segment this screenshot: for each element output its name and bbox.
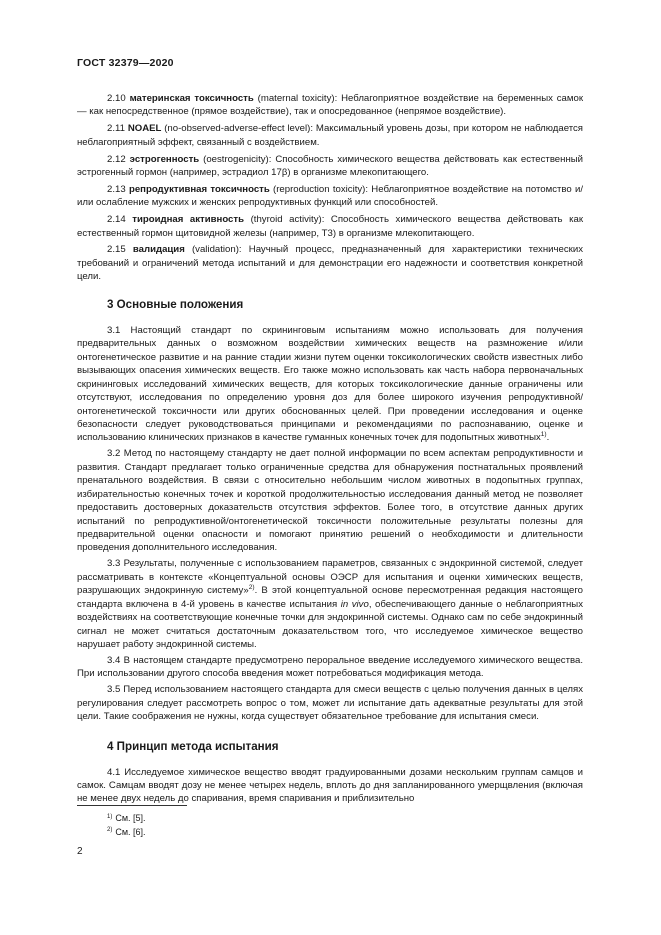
footnotes — [107, 812, 146, 839]
footnote-ref: 1) — [540, 431, 547, 439]
paragraph-3-2: 3.2 Метод по настоящему стандарту не дает полной информации по всем аспектам репродуктивности и развития. Стандарт предлагает только ограниченные средства для обнаружения постнатальных проявлений пренатального воздействия. В связи с относительно небольшим числом животных в подопытных группах, избирательностью конечных точек и короткой продолжительностью исследования данный метод не позволяет предоставить достоверных доказательств отсутствия эффектов. Более того, в отсутствие данных других испытаний по репродуктивной/онтогенетической токсичности положительные результаты полезны для предварительной оценки опасности и помогают принятию решений о необходимости и длительности проведения дополнительного исследования. — [77, 448, 583, 554]
paragraph-3-4: 3.4 В настоящем стандарте предусмотрено пероральное введение исследуемого химического вещества. При использовании другого способа введения может потребоваться модификация метода. — [77, 654, 583, 680]
definition-term: NOAEL — [127, 123, 162, 135]
paragraph-4-1: 4.1 Исследуемое химическое вещество вводят градуированными дозами нескольким группам самцов и самок. Самцам вводят дозу не менее четырех недель, вплоть до дня запланированного умерщвления (включая не менее двух недель до спаривания, время спаривания и приблизительно — [77, 766, 583, 805]
footnote-2: $^{2)}$ См. [6]. — [107, 826, 146, 837]
document-body — [77, 92, 583, 808]
section-3-heading: 3 Основные положения — [107, 297, 244, 311]
definition-2-11: 2.11 NOAEL (no-observed-adverse-effect level): Максимальный уровень дозы, при котором не наблюдается неблагоприятный эффект, связанный с воздействием. — [77, 123, 583, 148]
footnote-1: $^{1)}$ См. [5]. — [107, 813, 146, 823]
paragraph-3-3: 3.3 Результаты, полученные с использованием параметров, связанных с эндокринной системой, следует рассматривать в контексте «Концептуальной основы ОЭСР для испытания и оценки химических веществ, разрушающих эндокринную систему»$^{2)}$. В этой концептуальной основе пересмотренная редакция настоящего стандарта включена в 4-й уровень в качестве испытания in vivo, обеспечивающего данные о неблагоприятных воздействиях на соответствующие конечные точки для эндокринной системы. Однако сам по себе эндокринный сигнал не может считаться достаточным доказательством того, что исследуемое химическое вещество нарушает работу эндокринной системы. — [77, 558, 583, 651]
definition-term: тироидная активность — [132, 214, 244, 226]
footnote-divider — [77, 805, 187, 806]
section-4-heading: 4 Принцип метода испытания — [107, 739, 279, 753]
definition-term: эстрогенность — [129, 153, 200, 165]
definition-2-10: 2.10 материнская токсичность (maternal toxicity): Неблагоприятное воздействие на беременных самок — как непосредственное (прямое воздействие), так и опосредованное (непрямое воздействие). — [77, 93, 584, 118]
paragraph-3-1: 3.1 Настоящий стандарт по скрининговым испытаниям можно использовать для получения предварительных данных о возможном воздействии химических веществ на размножение и/или онтогенетическое развитие и на ранние стадии жизни путем оценки токсикологических свойств известных либо вызывающих опасения химических веществ. Его также можно использовать как часть набора первоначальных скрининговых исследований химических веществ, для которых токсикологические данные ограничены или отсутствуют, исследования по определению уровня доз для более широкого изучения репродуктивной/онтогенетической токсичности или других обоснованных целей. При проведении исследования и оценке безопасности следует руководствоваться принципами и рекомендациями по распознаванию, оценке и использованию клинических признаков в качестве гуманных конечных точек для подопытных животных$^{1)}$. — [77, 324, 583, 444]
definition-term: материнская токсичность — [129, 93, 254, 104]
definition-term: репродуктивная токсичность — [128, 183, 270, 195]
definition-2-13: 2.13 репродуктивная токсичность (reproduction toxicity): Неблагоприятное воздействие на потомство и/или ослабление мужских и женских репродуктивных функций или способностей. — [77, 183, 584, 209]
definition-2-15: 2.15 валидация (validation): Научный процесс, предназначенный для характеристики технических требований и ограничений метода испытаний и для демонстрации его надежности и соответствия конкретной цели. — [77, 244, 583, 283]
page-number: 2 — [77, 846, 83, 857]
paragraph-3-5: 3.5 Перед использованием настоящего стандарта для смеси веществ с целью получения данных в целях регулирования следует рассмотреть вопрос о том, может ли испытание дать адекватные результаты для этой цели. Такие соображения не нужны, когда существует обязательное требование для испытания смеси. — [77, 684, 583, 723]
definition-2-14: 2.14 тироидная активность (thyroid activity): Способность химического вещества действовать как естественный гормон щитовидной железы (например, Т3) в организме млекопитающего. — [77, 214, 584, 239]
document-header: ГОСТ 32379—2020 — [77, 57, 174, 69]
footnote-ref: 2) — [248, 584, 255, 592]
definition-term: валидация — [132, 244, 185, 256]
definition-2-12: 2.12 эстрогенность (oestrogenicity): Способность химического вещества действовать как естественный эстрогенный гормон (например, эстрадиол 17β) в организме млекопитающего. — [77, 153, 583, 179]
